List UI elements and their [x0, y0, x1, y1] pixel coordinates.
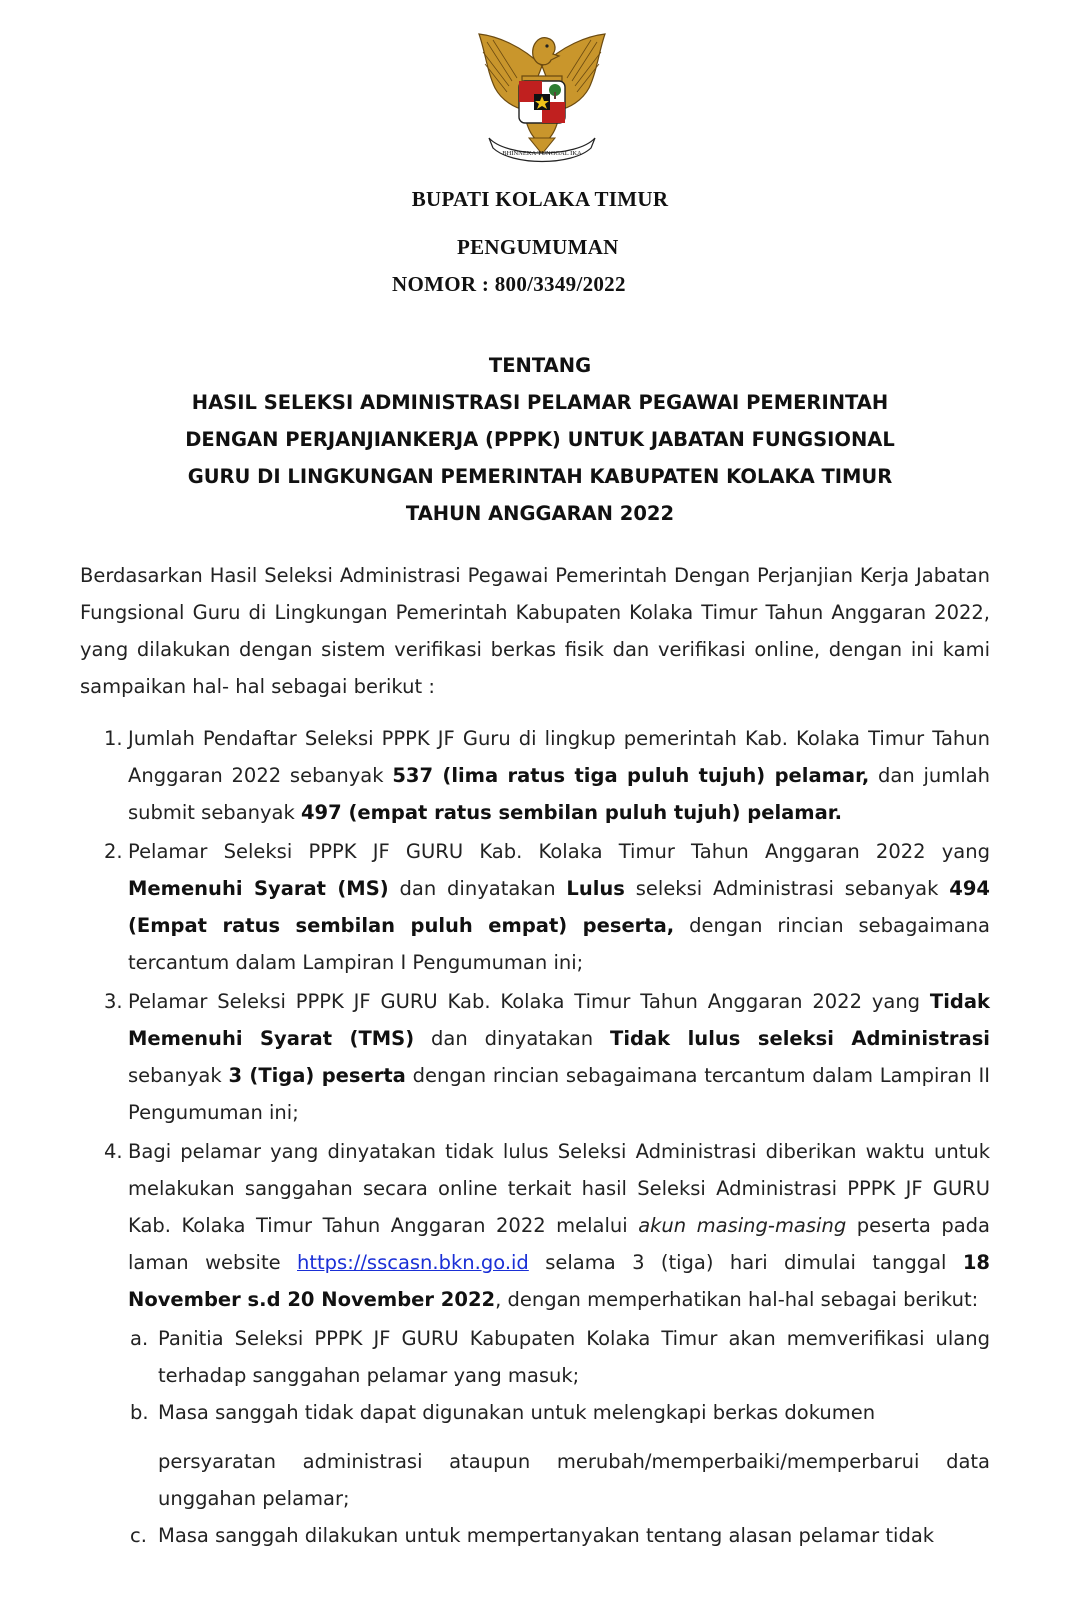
item-text: selama 3 (tiga) hari dimulai tanggal	[528, 1251, 963, 1274]
list-item	[80, 833, 990, 981]
item-bold-text: 18 November s.d 20 November 2022	[128, 1251, 990, 1311]
sub-item-text: Panitia Seleksi PPPK JF GURU Kabupaten Kolaka Timur akan memverifikasi ulang terhadap sanggahan pelamar yang masuk;	[158, 1327, 990, 1387]
item-number: 2.	[104, 840, 123, 863]
sub-item-text: Masa sanggah dilakukan untuk mempertanyakan tentang alasan pelamar tidak	[158, 1524, 935, 1547]
title-line: DENGAN PERJANJIANKERJA (PPPK) UNTUK JABATAN FUNGSIONAL	[185, 428, 895, 451]
title-line: TENTANG	[488, 354, 592, 377]
item-bold-text: 497 (empat ratus sembilan puluh tujuh) pelamar.	[300, 801, 843, 824]
title-line: GURU DI LINGKUNGAN PEMERINTAH KABUPATEN KOLAKA TIMUR	[187, 465, 893, 488]
sub-list-item	[80, 1394, 990, 1517]
document-type: PENGUMUMAN	[457, 235, 619, 259]
item-text: Jumlah Pendaftar Seleksi PPPK JF Guru di lingkup pemerintah Kab. Kolaka Timur Tahun Anggaran 2022 sebanyak	[128, 727, 990, 787]
item-text: , dengan memperhatikan hal-hal sebagai berikut:	[495, 1288, 979, 1311]
sub-item-text: Masa sanggah tidak dapat digunakan untuk melengkapi berkas dokumen	[158, 1401, 876, 1424]
item-bold-text: Lulus	[566, 877, 625, 900]
item-bold-text: Tidak Memenuhi Syarat (TMS)	[128, 990, 990, 1050]
item-bold-text: 494 (Empat ratus sembilan puluh empat) peserta,	[128, 877, 990, 937]
item-text: seleksi Administrasi sebanyak	[624, 877, 950, 900]
document-number: NOMOR : 800/3349/2022	[392, 272, 626, 296]
item-text: dengan rincian sebagaimana tercantum dalam Lampiran I Pengumuman ini;	[128, 914, 990, 974]
title-line: HASIL SELEKSI ADMINISTRASI PELAMAR PEGAWAI PEMERINTAH	[191, 391, 889, 414]
list-item	[80, 720, 990, 831]
item-text: dan jumlah submit sebanyak	[128, 764, 990, 824]
item-text: sebanyak	[128, 1064, 229, 1087]
list-item	[80, 983, 990, 1131]
item-text: Pelamar Seleksi PPPK JF GURU Kab. Kolaka Timur Tahun Anggaran 2022 yang	[128, 990, 930, 1013]
item-text: Bagi pelamar yang dinyatakan tidak lulus Seleksi Administrasi diberikan waktu untuk melakukan sanggahan secara online terkait hasil Seleksi Administrasi PPPK JF GURU Kab. Kolaka Timur Tahun Anggaran 2022 melalui	[128, 1140, 990, 1237]
sub-item-letter: a.	[130, 1327, 149, 1350]
garuda-pancasila-emblem	[467, 26, 617, 166]
item-bold-text: 3 (Tiga) peserta	[228, 1064, 406, 1087]
sub-list-item	[80, 1517, 990, 1554]
item-bold-text: Memenuhi Syarat (MS)	[128, 877, 389, 900]
item-text: dan dinyatakan	[414, 1027, 611, 1050]
item-bold-text: Tidak lulus seleksi Administrasi	[610, 1027, 990, 1050]
item-text: peserta pada laman website	[128, 1214, 990, 1274]
title-line: TAHUN ANGGARAN 2022	[405, 502, 675, 525]
announcement-title	[140, 347, 940, 532]
item-number: 4.	[104, 1140, 123, 1163]
sub-item-letter: c.	[130, 1524, 147, 1547]
sub-item-letter: b.	[130, 1401, 149, 1424]
sub-list-item	[80, 1320, 990, 1394]
item-number: 1.	[104, 727, 123, 750]
item-bold-text: 537 (lima ratus tiga puluh tujuh) pelamar,	[392, 764, 870, 787]
intro-paragraph: Berdasarkan Hasil Seleksi Administrasi Pegawai Pemerintah Dengan Perjanjian Kerja Jabatan Fungsional Guru di Lingkungan Pemerintah Kabupaten Kolaka Timur Tahun Anggaran 2022, yang dilakukan dengan sistem verifikasi berkas fisik dan verifikasi online, dengan ini kami sampaikan hal- hal sebagai berikut :	[80, 564, 990, 698]
sscasn-website-link[interactable]: https://sscasn.bkn.go.id	[297, 1251, 529, 1274]
issuing-authority: BUPATI KOLAKA TIMUR	[411, 187, 669, 211]
list-item	[80, 1133, 990, 1318]
numbered-list	[80, 720, 990, 1554]
item-text: Pelamar Seleksi PPPK JF GURU Kab. Kolaka Timur Tahun Anggaran 2022 yang	[128, 840, 990, 863]
item-text: dengan rincian sebagaimana tercantum dalam Lampiran II Pengumuman ini;	[128, 1064, 991, 1124]
svg-text:BHINNEKA TUNGGAL IKA: BHINNEKA TUNGGAL IKA	[502, 150, 582, 157]
sub-item-text: persyaratan administrasi ataupun merubah/memperbaiki/memperbarui data unggahan pelamar;	[158, 1450, 990, 1510]
item-number: 3.	[104, 990, 123, 1013]
item-text: dan dinyatakan	[388, 877, 567, 900]
item-italic-text: akun masing-masing	[638, 1214, 847, 1237]
